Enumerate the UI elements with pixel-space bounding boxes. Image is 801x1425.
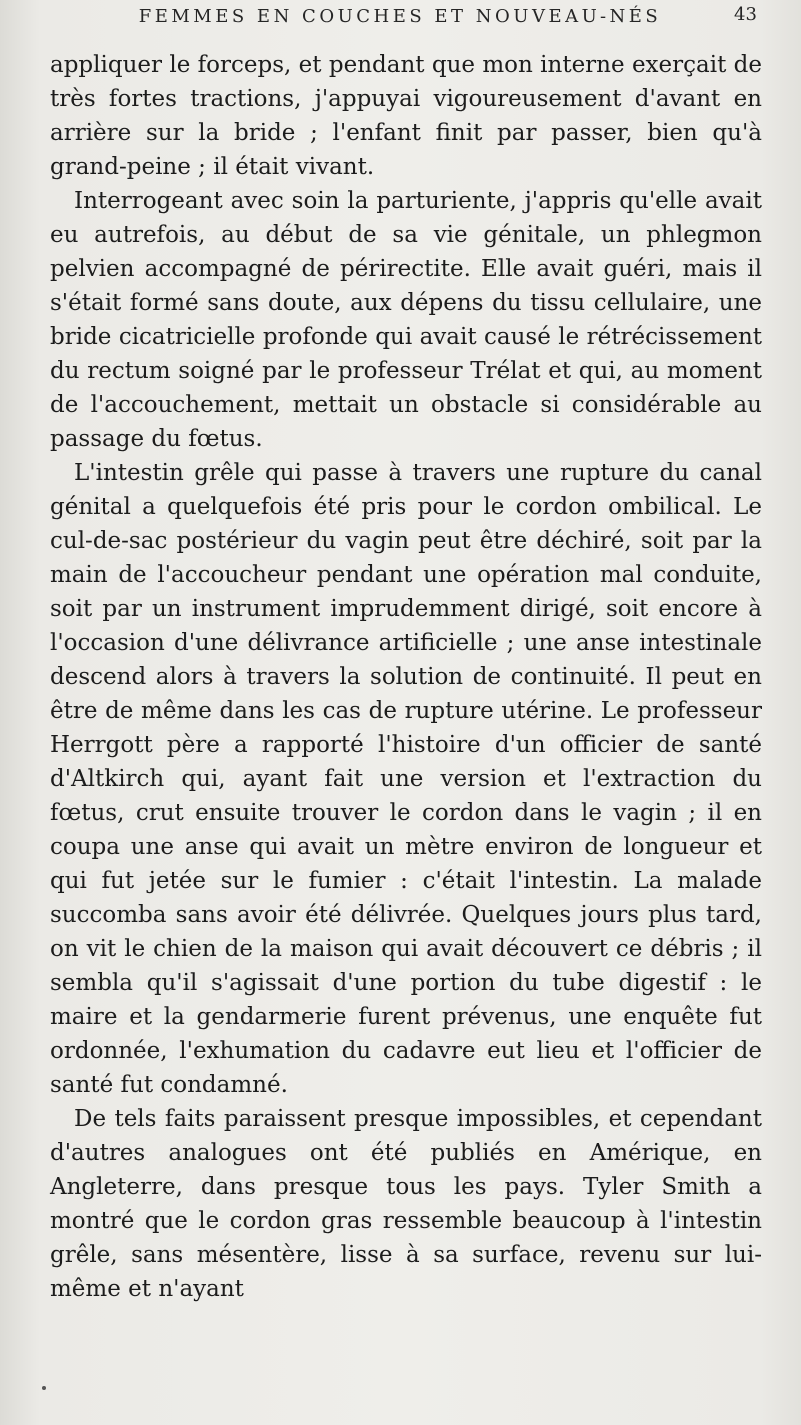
body-text [50, 48, 762, 1306]
paragraph-interrogation: Interrogeant avec soin la parturiente, j'appris qu'elle avait eu autrefois, au début de sa vie génitale, un phlegmon pelvien accompagné de périrectite. Elle avait guéri, mais il s'était formé sans doute, aux dépens du tissu cellulaire, une bride cicatricielle profonde qui avait causé le rétrécissement du rectum soigné par le professeur Trélat et qui, au moment de l'accouchement, mettait un obstacle si considérable au passage du fœtus. [50, 188, 762, 452]
paragraph-intestin-grele: L'intestin grêle qui passe à travers une rupture du canal génital a quelquefois été pris pour le cordon ombilical. Le cul-de-sac postérieur du vagin peut être déchiré, soit par la main de l'accoucheur pendant une opération mal conduite, soit par un instrument imprudemment dirigé, soit encore à l'occasion d'une délivrance artificielle ; une anse intestinale descend alors à travers la solution de continuité. Il peut en être de même dans les cas de rupture utérine. Le professeur Herrgott père a rapporté l'histoire d'un officier de santé d'Altkirch qui, ayant fait une version et l'extraction du fœtus, crut ensuite trouver le cordon dans le vagin ; il en coupa une anse qui avait un mètre environ de longueur et qui fut jetée sur le fumier : c'était l'intestin. La malade succomba sans avoir été délivrée. Quelques jours plus tard, on vit le chien de la maison qui avait découvert ce débris ; il sembla qu'il s'agissait d'une portion du tube digestif : le maire et la gendarmerie furent prévenus, une enquête fut ordonnée, l'exhumation du cadavre eut lieu et l'officier de santé fut condamné. [50, 460, 762, 1098]
paragraph-forceps: appliquer le forceps, et pendant que mon interne exerçait de très fortes tractions, j'appuyai vigoureusement d'avant en arrière sur la bride ; l'enfant finit par passer, bien qu'à grand-peine ; il était vivant. [50, 52, 762, 180]
page-number: 43 [734, 4, 757, 25]
margin-mark [42, 1386, 46, 1390]
paragraph-faits-analogues: De tels faits paraissent presque impossibles, et cependant d'autres analogues ont été publiés en Amérique, en Angleterre, dans presque tous les pays. Tyler Smith a montré que le cordon gras ressemble beaucoup à l'intestin grêle, sans mésentère, lisse à sa surface, revenu sur lui-même et n'ayant [50, 1106, 762, 1302]
running-title: FEMMES EN COUCHES ET NOUVEAU-NÉS [138, 6, 662, 27]
